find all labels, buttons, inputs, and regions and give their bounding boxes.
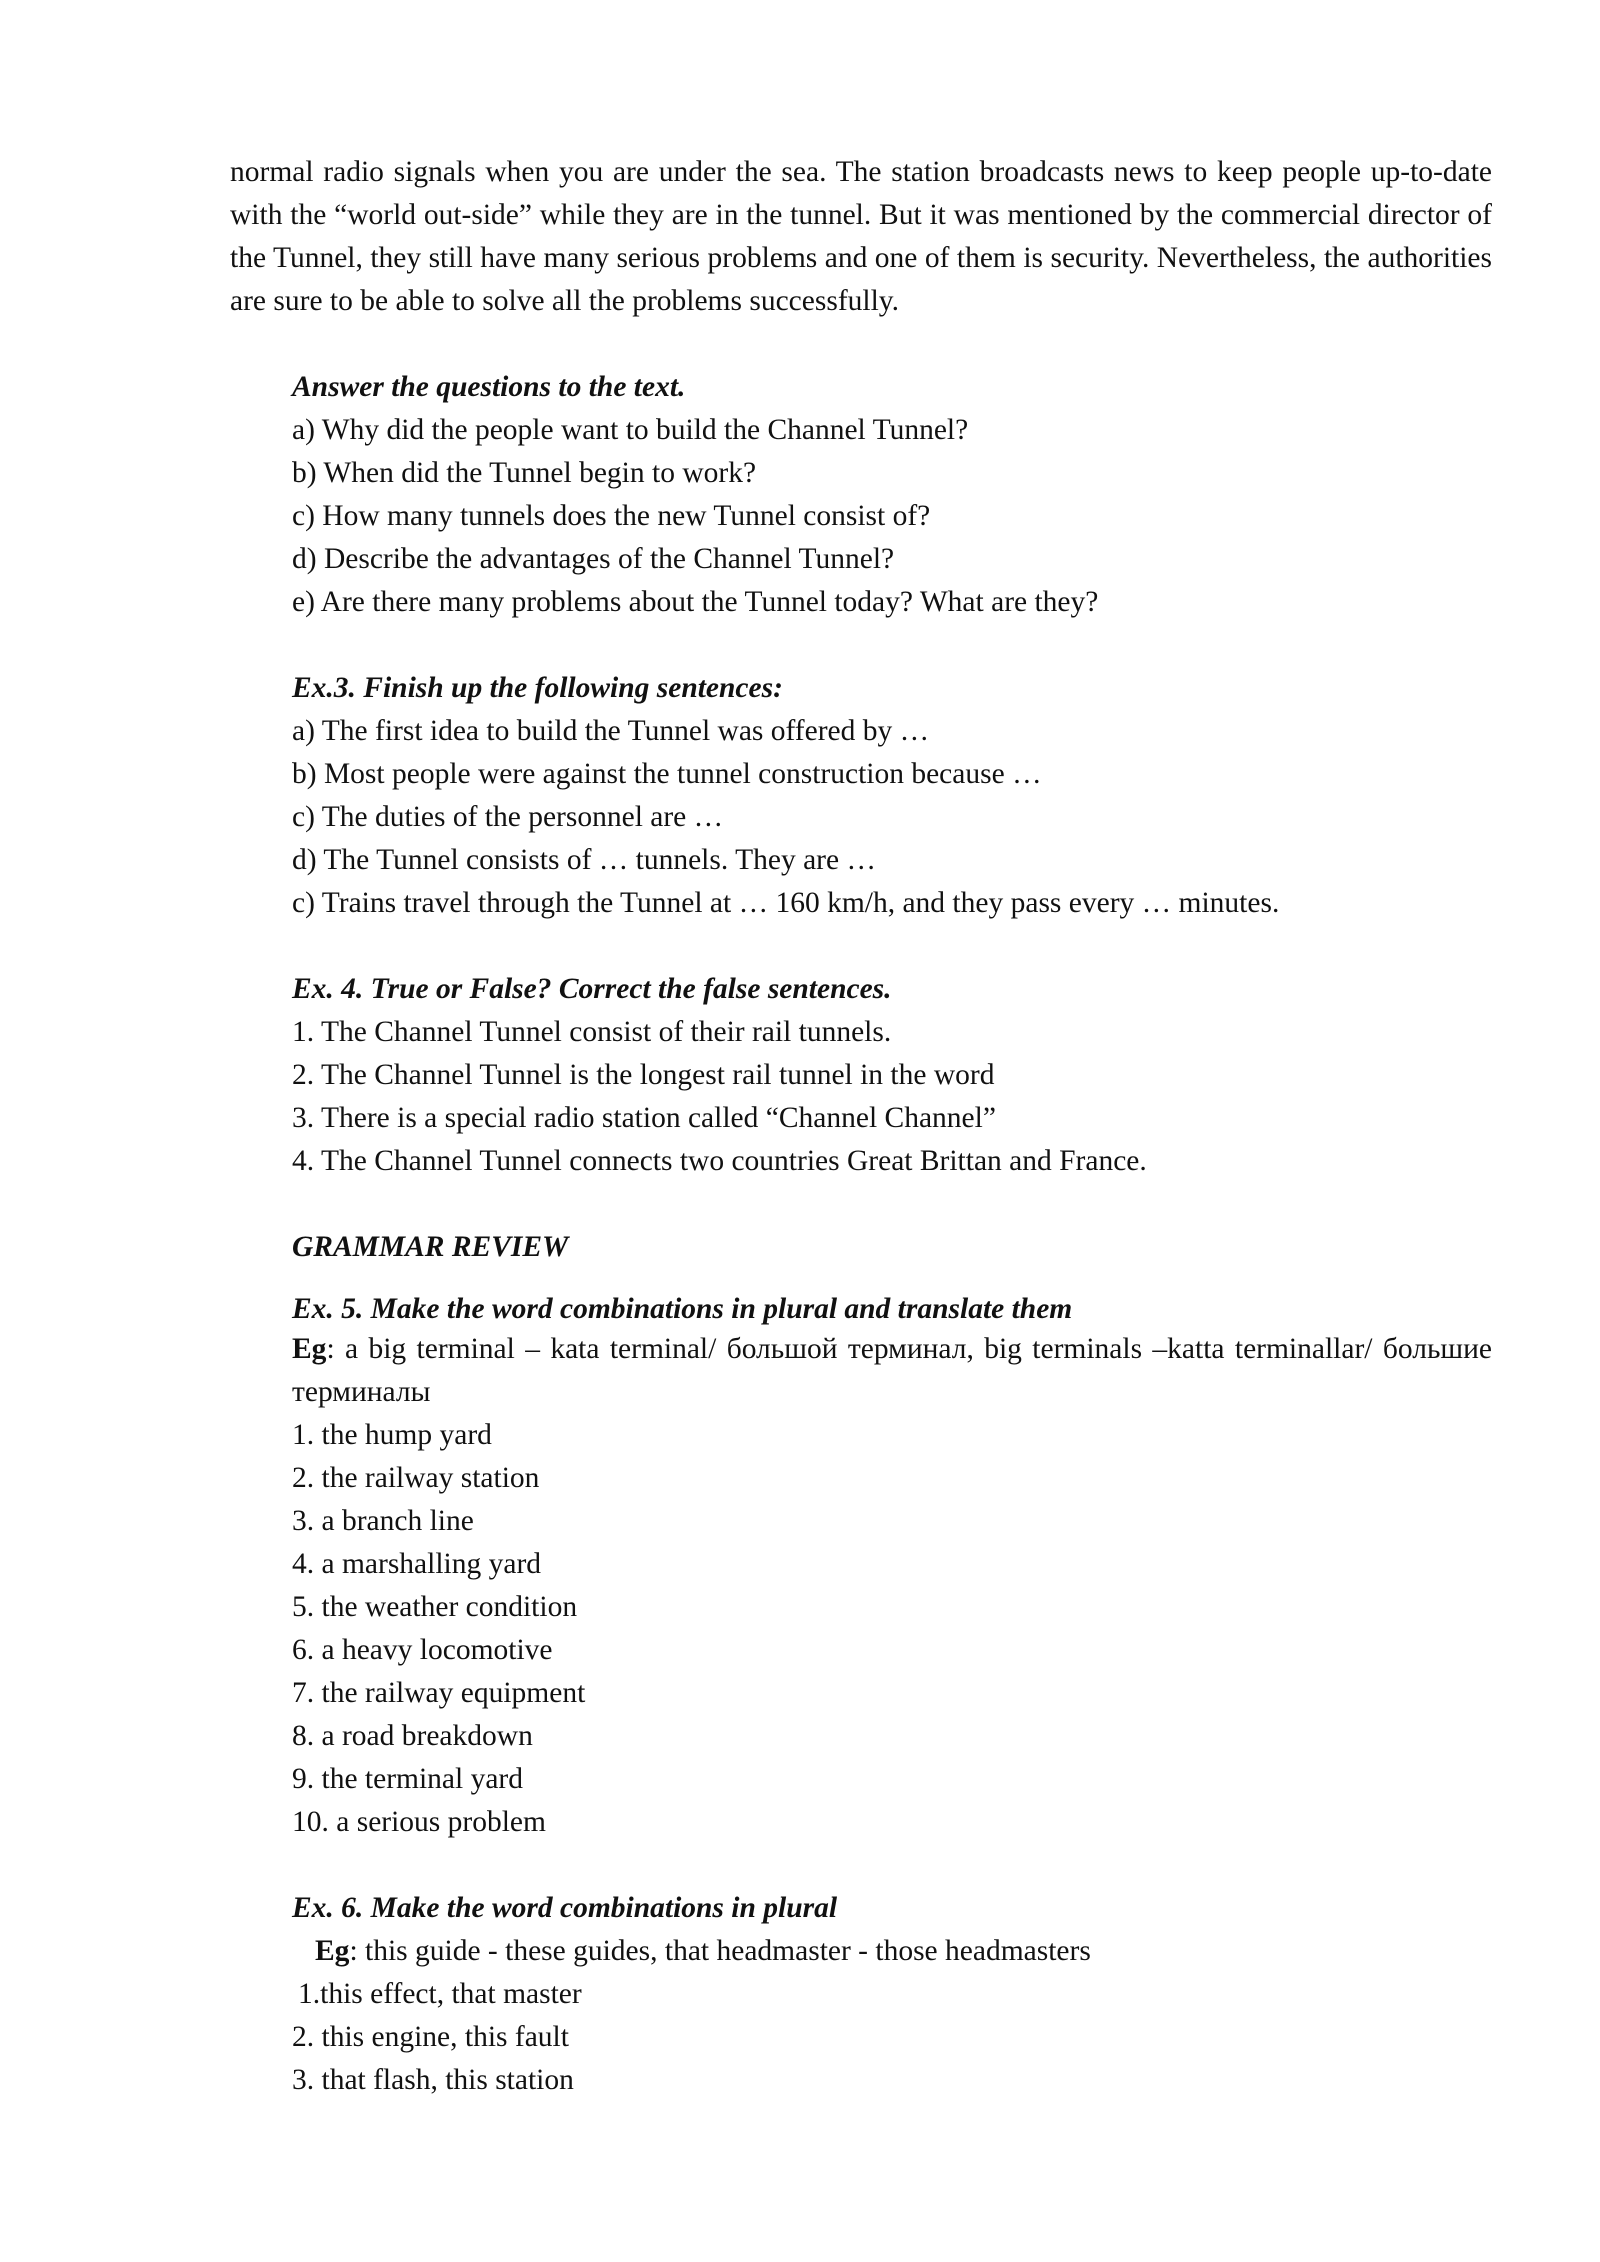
ex5-item: 10. a serious problem [292,1806,546,1838]
ex4-item: 2. The Channel Tunnel is the longest rail tunnel in the word [292,1059,995,1091]
ex4-heading: Ex. 4. True or False? Correct the false sentences. [292,973,892,1005]
ex3-heading: Ex.3. Finish up the following sentences: [292,672,783,704]
grammar-review-section [230,1226,1492,1269]
questions-section [230,366,1492,624]
ex4-item: 1. The Channel Tunnel consist of their rail tunnels. [292,1016,892,1048]
ex3-item: d) The Tunnel consists of … tunnels. They are … [292,844,876,876]
ex3-section [230,667,1492,925]
ex5-list [230,1414,1492,1844]
question-item: a) Why did the people want to build the Channel Tunnel? [292,414,969,446]
ex5-example [230,1328,1492,1414]
ex6-eg-text: : this guide - these guides, that headmaster - those headmasters [349,1935,1091,1967]
ex6-example [230,1930,1492,1973]
ex5-item: 1. the hump yard [292,1419,492,1451]
ex5-item: 8. a road breakdown [292,1720,533,1752]
question-item: e) Are there many problems about the Tunnel today? What are they? [292,586,1099,618]
document-page [230,151,1492,2102]
intro-paragraph: normal radio signals when you are under the sea. The station broadcasts news to keep people up-to-date with the “world out-side” while they are in the tunnel. But it was mentioned by the commercial director of the Tunnel, they still have many serious problems and one of them is security. Nevertheless, the authorities are sure to be able to solve all the problems successfully. [230,156,1492,317]
ex5-item: 3. a branch line [292,1505,474,1537]
question-item: c) How many tunnels does the new Tunnel consist of? [292,500,931,532]
ex6-eg-label: Eg [315,1935,350,1967]
ex4-section [230,968,1492,1183]
ex3-item: b) Most people were against the tunnel construction because … [292,758,1042,790]
ex6-item: 1.this effect, that master [298,1978,582,2010]
ex3-item: c) The duties of the personnel are … [292,801,724,833]
ex6-heading: Ex. 6. Make the word combinations in plural [292,1892,838,1924]
ex5-item: 9. the terminal yard [292,1763,524,1795]
ex5-section [230,1290,1492,1844]
ex3-item: c) Trains travel through the Tunnel at … 160 km/h, and they pass every … minutes. [292,887,1280,919]
ex6-item: 2. this engine, this fault [292,2021,569,2053]
ex5-item: 2. the railway station [292,1462,540,1494]
ex5-heading: Ex. 5. Make the word combinations in plural and translate them [292,1293,1073,1325]
question-item: d) Describe the advantages of the Channel Tunnel? [292,543,895,575]
questions-heading: Answer the questions to the text. [292,371,686,403]
ex4-item: 3. There is a special radio station called “Channel Channel” [292,1102,996,1134]
ex6-item: 3. that flash, this station [292,2064,574,2096]
ex5-item: 6. a heavy locomotive [292,1634,553,1666]
question-item: b) When did the Tunnel begin to work? [292,457,757,489]
ex5-eg-text: : a big terminal – kata terminal/ большой терминал, big terminals –katta terminallar/ большие терминалы [292,1333,1492,1408]
ex3-item: a) The first idea to build the Tunnel was offered by … [292,715,930,747]
ex5-eg-label: Eg [292,1333,327,1365]
ex4-item: 4. The Channel Tunnel connects two countries Great Brittan and France. [292,1145,1147,1177]
ex5-item: 7. the railway equipment [292,1677,586,1709]
ex5-item: 5. the weather condition [292,1591,578,1623]
ex5-item: 4. a marshalling yard [292,1548,542,1580]
grammar-review-heading: GRAMMAR REVIEW [292,1231,569,1263]
ex6-section [230,1887,1492,2102]
